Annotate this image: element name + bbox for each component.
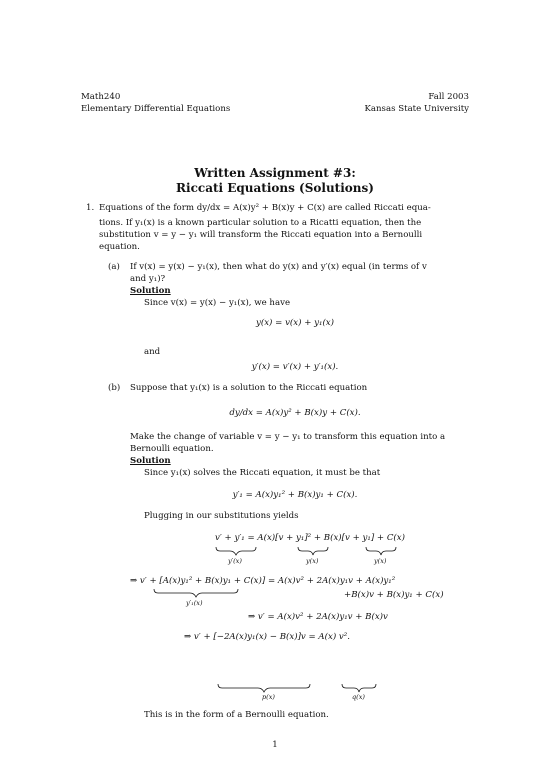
part-b-solution-line-2: Plugging in our substitutions yields [144, 511, 299, 521]
page-number: 1 [272, 740, 278, 750]
problem-number: 1. [86, 203, 95, 213]
part-b-y1-equation: y′₁ = A(x)y₁² + B(x)y₁ + C(x). [232, 490, 358, 500]
derivation-line-4: ⇒ v′ + [−2A(x)y₁(x) − B(x)]v = A(x) v². [184, 632, 350, 642]
part-b-conclusion: This is in the form of a Bernoulli equation. [144, 710, 329, 720]
part-a-and: and [144, 347, 161, 357]
brace-label-q: q(x) [352, 693, 365, 701]
problem-intro-line-2: tions. If y₁(x) is a known particular solution to a Ricatti equation, then the [99, 218, 422, 228]
brace-label-y-2: y(x) [374, 557, 387, 565]
part-b-question-line-2: Make the change of variable v = y − y₁ to transform this equation into a [130, 432, 446, 442]
derivation-line-2-continued: +B(x)v + B(x)y₁ + C(x) [344, 590, 444, 600]
part-a-question-line-1: If v(x) = y(x) − y₁(x), then what do y(x) and y′(x) equal (in terms of v [130, 262, 427, 272]
brace-label-y-1: y(x) [306, 557, 319, 565]
part-a-question-line-2: and y₁)? [130, 274, 166, 284]
part-a-solution-heading: Solution [130, 286, 171, 296]
part-b-question-line-3: Bernoulli equation. [130, 444, 214, 454]
part-b-label: (b) [108, 383, 121, 393]
problem-intro-line-1: Equations of the form dy/dx = A(x)y² + B(x)y + C(x) are called Riccati equa- [99, 203, 431, 213]
title-line-1: Written Assignment #3: [194, 166, 356, 180]
course-name: Elementary Differential Equations [81, 104, 231, 114]
school: Kansas State University [364, 104, 469, 114]
part-b-solution-heading: Solution [130, 456, 171, 466]
brace-label-y1-prime: y′₁(x) [186, 599, 203, 607]
part-a-equation-2: y′(x) = v′(x) + y′₁(x). [251, 362, 339, 372]
title-line-2: Riccati Equations (Solutions) [176, 181, 374, 195]
part-a-equation-1: y(x) = v(x) + y₁(x) [256, 318, 334, 328]
course-code: Math240 [81, 92, 121, 102]
problem-intro-line-4: equation. [99, 242, 140, 252]
term: Fall 2003 [428, 92, 469, 102]
problem-intro-line-3: substitution v = y − y₁ will transform the Riccati equation into a Bernoulli [99, 230, 423, 240]
part-a-solution-line-1: Since v(x) = y(x) − y₁(x), we have [144, 298, 291, 308]
derivation-line-3: ⇒ v′ = A(x)v² + 2A(x)y₁v + B(x)v [248, 612, 388, 622]
part-b-riccati-equation: dy/dx = A(x)y² + B(x)y + C(x). [229, 408, 361, 418]
part-a-label: (a) [108, 262, 120, 272]
part-b-question-line-1: Suppose that y₁(x) is a solution to the Riccati equation [130, 383, 368, 393]
brace-label-y-prime: y′(x) [228, 557, 242, 565]
brace-label-p: p(x) [262, 693, 275, 701]
part-b-solution-line-1: Since y₁(x) solves the Riccati equation, it must be that [144, 468, 381, 478]
derivation-line-2: ⇒ v′ + [A(x)y₁² + B(x)y₁ + C(x)] = A(x)v² + 2A(x)y₁v + A(x)y₁² [130, 576, 396, 586]
derivation-line-1: v′ + y′₁ = A(x)[v + y₁]² + B(x)[v + y₁] + C(x) [215, 533, 405, 543]
